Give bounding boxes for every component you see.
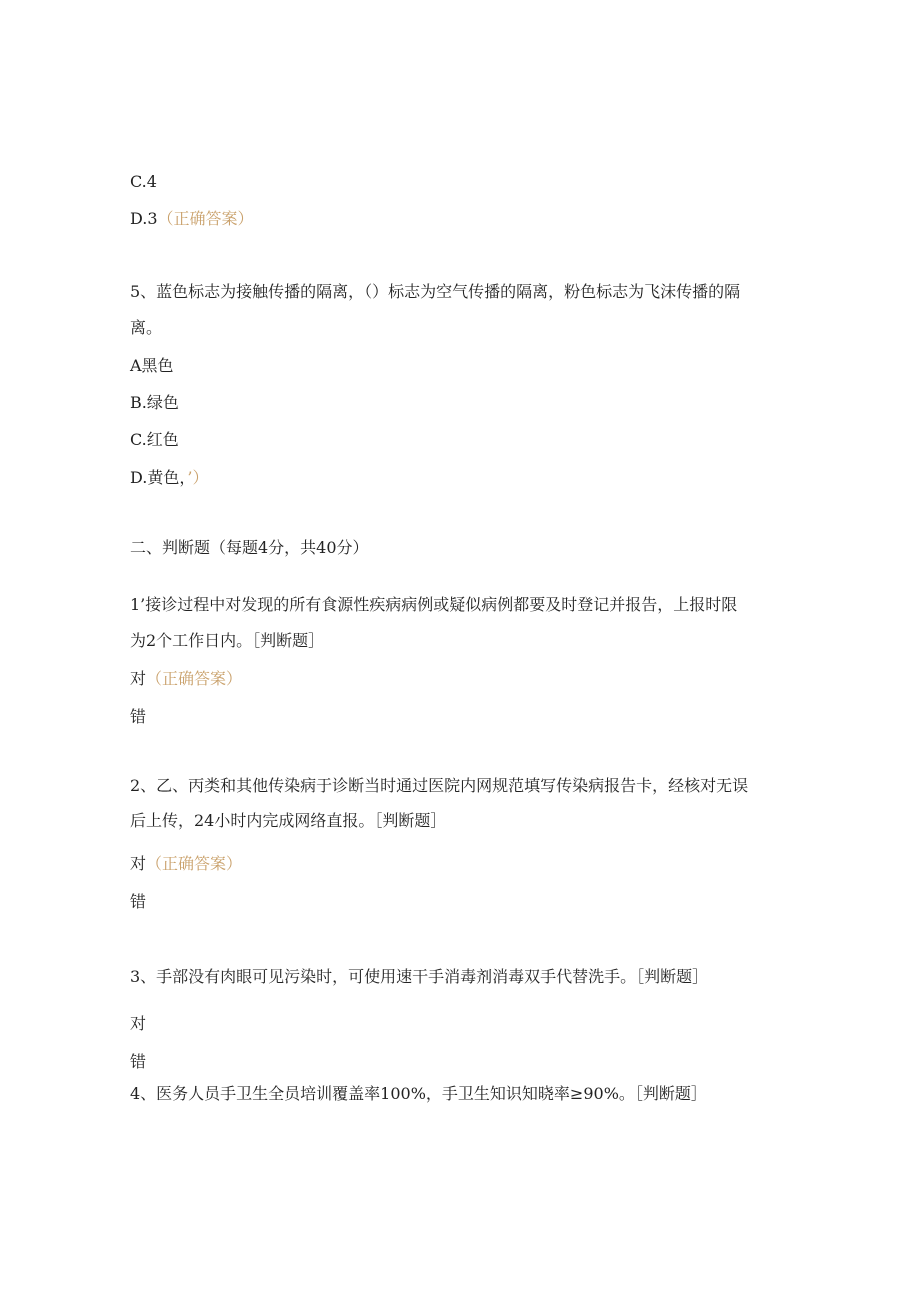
j3-stem-text: 3、手部没有肉眼可见污染时，可使用速干手消毒剂消毒双手代替洗手。［判断题］ [130,967,709,986]
q5-option-b [130,393,179,413]
j1-option-true-text: 对 [130,669,147,688]
j4-stem [130,1084,707,1104]
j2-option-true [130,854,242,874]
j2-stem-line1 [130,776,748,796]
j1-stem-line1 [130,595,737,615]
q4-option-c [130,172,157,192]
j1-stem-line2 [130,631,324,651]
j1-option-false [130,707,146,727]
j2-option-false-text: 错 [130,892,147,911]
q5-stem-line2 [130,318,162,338]
j2-option-false [130,892,146,912]
q5-option-c [130,430,179,450]
j3-option-true-text: 对 [130,1014,147,1033]
j2-stem-text-1: 2、乙、丙类和其他传染病于诊断当时通过医院内网规范填写传染病报告卡，经核对无误 [130,776,749,795]
j3-option-true [130,1014,146,1034]
j1-option-true [130,669,242,689]
q5-option-d-text: D.黄色， [130,468,188,487]
q5-stem-text-1: 5、蓝色标志为接触传播的隔离，（）标志为空气传播的隔离，粉色标志为飞沫传播的隔 [130,282,741,301]
j1-stem-text-1: 1’接诊过程中对发现的所有食源性疾病病例或疑似病例都要及时登记并报告，上报时限 [130,595,738,614]
q5-option-a-text: A黑色 [130,356,174,375]
j3-option-false [130,1052,146,1072]
q4-option-d-text: D.3 [130,209,158,228]
j1-option-false-text: 错 [130,707,147,726]
section-heading-true-false [130,538,369,558]
j2-correct-answer-mark: （正确答案） [146,854,243,873]
q5-stem-text-2: 离。 [130,318,163,337]
section-heading-text: 二、判断题（每题4分，共40分） [130,538,369,557]
j2-stem-text-2: 后上传，24小时内完成网络直报。［判断题］ [130,811,447,830]
q4-option-c-text: C.4 [130,172,157,191]
j3-stem [130,967,708,987]
j1-correct-answer-mark: （正确答案） [146,669,243,688]
q5-option-d [130,468,208,488]
j2-option-true-text: 对 [130,854,147,873]
q5-stem-line1 [130,282,740,302]
j1-stem-text-2: 为2个工作日内。［判断题］ [130,631,325,650]
q4-option-d [130,209,254,229]
q5-correct-answer-mark: ’） [187,468,209,487]
j4-stem-text: 4、医务人员手卫生全员培训覆盖率100%，手卫生知识知晓率≥90%。［判断题］ [130,1084,707,1103]
q4-correct-answer-mark: （正确答案） [157,209,254,228]
q5-option-c-text: C.红色 [130,430,179,449]
j2-stem-line2 [130,811,446,831]
q5-option-a [130,356,174,376]
j3-option-false-text: 错 [130,1052,147,1071]
q5-option-b-text: B.绿色 [130,393,179,412]
